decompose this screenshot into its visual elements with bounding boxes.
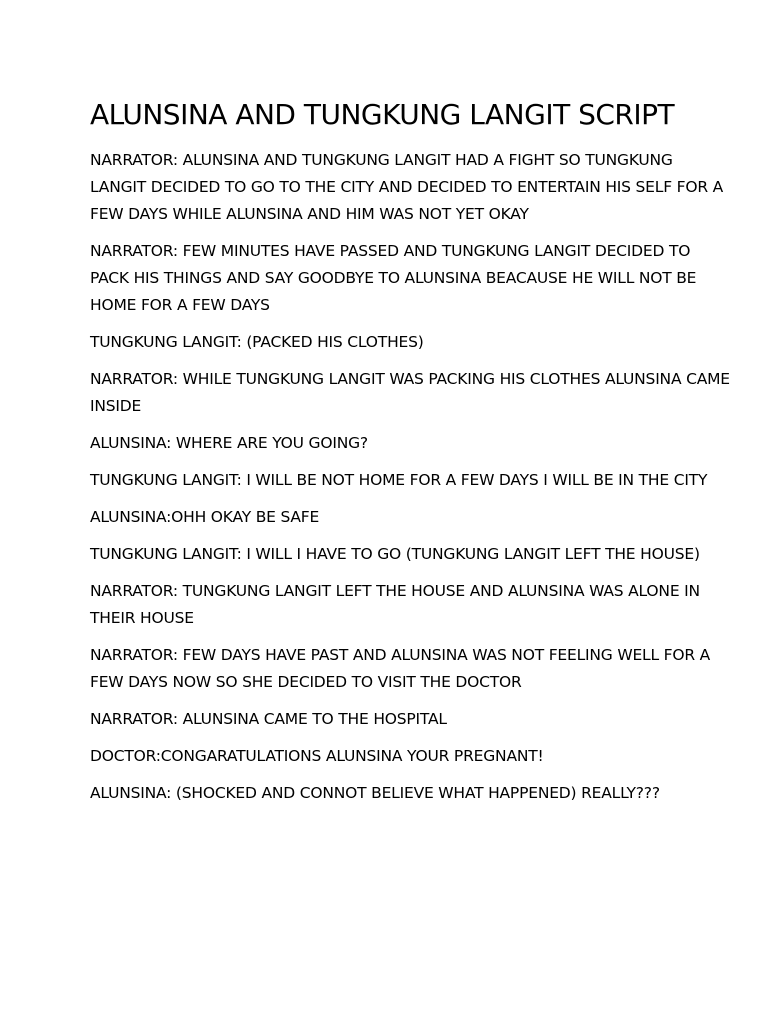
script-paragraph: TUNGKUNG LANGIT: I WILL BE NOT HOME FOR A FEW DAYS I WILL BE IN THE CITY bbox=[90, 471, 708, 489]
script-paragraph: NARRATOR: FEW DAYS HAVE PAST AND ALUNSINA WAS NOT FEELING WELL FOR A FEW DAYS NOW SO SHE DECIDED TO VISIT THE DOCTOR bbox=[90, 646, 711, 691]
document-page bbox=[90, 0, 730, 817]
script-paragraph: NARRATOR: ALUNSINA AND TUNGKUNG LANGIT HAD A FIGHT SO TUNGKUNG LANGIT DECIDED TO GO TO THE CITY AND DECIDED TO ENTERTAIN HIS SELF FOR A FEW DAYS WHILE ALUNSINA AND HIM WAS NOT YET OKAY bbox=[90, 151, 724, 223]
script-paragraph: DOCTOR:CONGARATULATIONS ALUNSINA YOUR PREGNANT! bbox=[90, 747, 544, 765]
script-paragraph: NARRATOR: ALUNSINA CAME TO THE HOSPITAL bbox=[90, 710, 447, 728]
script-paragraph: ALUNSINA: WHERE ARE YOU GOING? bbox=[90, 434, 368, 452]
script-body bbox=[90, 147, 730, 807]
script-paragraph: TUNGKUNG LANGIT: (PACKED HIS CLOTHES) bbox=[90, 333, 424, 351]
script-paragraph: NARRATOR: WHILE TUNGKUNG LANGIT WAS PACKING HIS CLOTHES ALUNSINA CAME INSIDE bbox=[90, 370, 730, 415]
script-paragraph: NARRATOR: TUNGKUNG LANGIT LEFT THE HOUSE AND ALUNSINA WAS ALONE IN THEIR HOUSE bbox=[90, 582, 700, 627]
script-paragraph: ALUNSINA:OHH OKAY BE SAFE bbox=[90, 508, 320, 526]
script-paragraph: TUNGKUNG LANGIT: I WILL I HAVE TO GO (TUNGKUNG LANGIT LEFT THE HOUSE) bbox=[90, 545, 700, 563]
script-paragraph: ALUNSINA: (SHOCKED AND CONNOT BELIEVE WHAT HAPPENED) REALLY??? bbox=[90, 784, 660, 802]
document-title: ALUNSINA AND TUNGKUNG LANGIT SCRIPT bbox=[90, 98, 675, 131]
script-paragraph: NARRATOR: FEW MINUTES HAVE PASSED AND TUNGKUNG LANGIT DECIDED TO PACK HIS THINGS AND SAY GOODBYE TO ALUNSINA BEACAUSE HE WILL NOT BE HOME FOR A FEW DAYS bbox=[90, 242, 697, 314]
